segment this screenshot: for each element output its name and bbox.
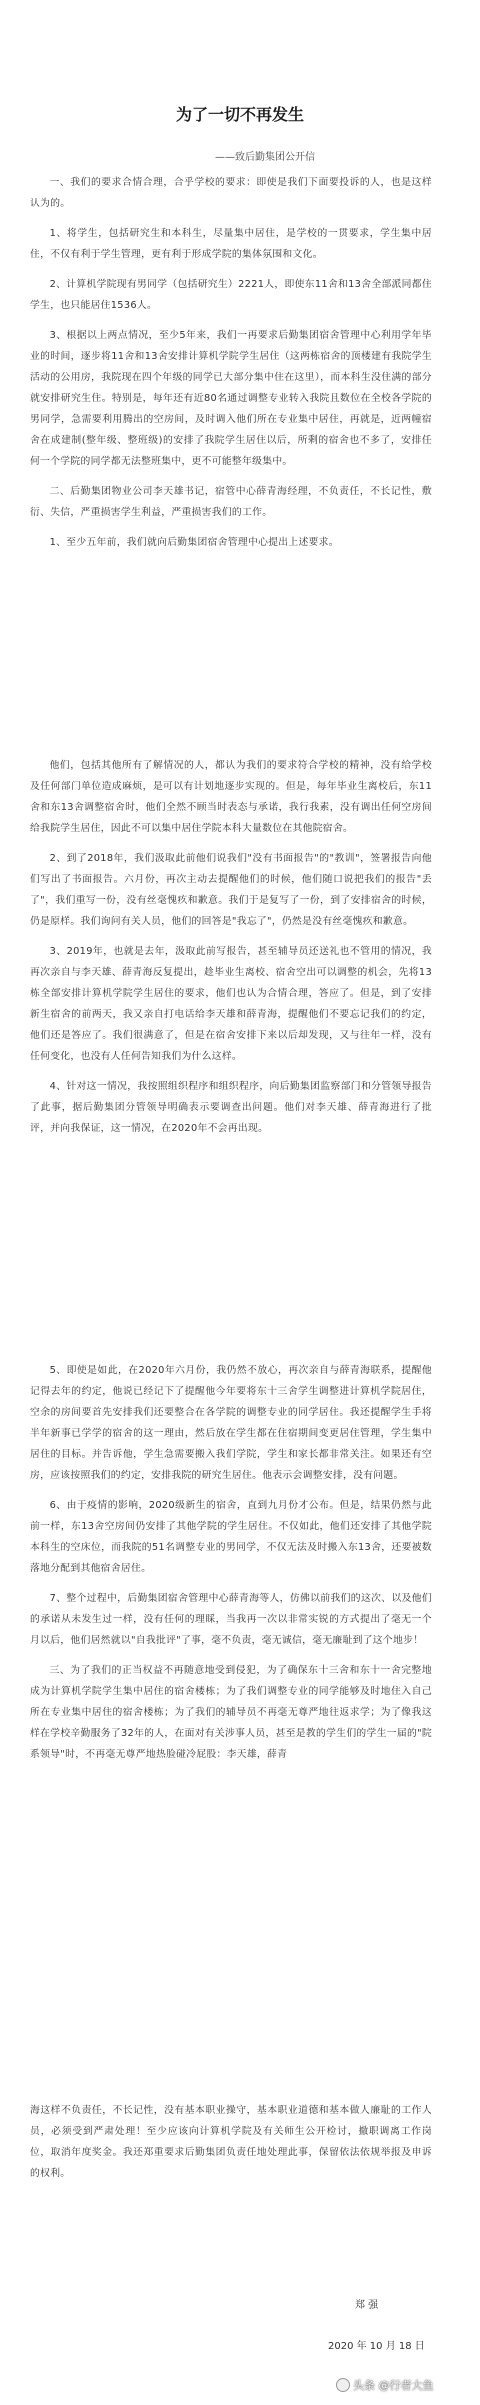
paragraph: 7、整个过程中，后勤集团宿舍管理中心薛青海等人，仿佛以前我们的这次、以及他们的承诺从未发生过一样，没有任何的理睬，当我再一次以非常实锐的方式提出了毫无一个月以后，他们居然就以"自我批评"了事，毫不负责，毫无诚信，毫无廉耻到了这个地步！ [30,1593,432,1646]
paragraph: 2、计算机学院现有男同学（包括研究生）2221人，即使东11舍和13舍全部派同都住学生，也只能居住1536人。 [30,279,432,311]
signature: 郑 强 [355,2300,379,2311]
paragraph: 一、我们的要求合情合理，合乎学校的要求：即使是我们下面要投诉的人，也是这样认为的。 [30,177,432,209]
paragraph-block-1 [30,172,432,562]
letter-date: 2020 年 10 月 18 日 [328,2341,425,2352]
paragraph: 海这样不负责任，不长记性，没有基本职业操守，基本职业道德和基本做人廉耻的工作人员，必须受到严肃处理！至少应该向计算机学院及有关师生公开检讨，撤职调离工作岗位，取消年度奖金。我还郑重要求后勤集团负责任地处理此事，保留依法依规举报及申诉的权利。 [30,2105,432,2179]
paragraph-block-4 [30,2100,432,2193]
paragraph-block-3 [30,1360,432,1774]
paragraph: 4、针对这一情况，我按照组织程序和组织程序，向后勤集团监察部门和分管领导报告了此事，据后勤集团分管领导明确表示要调查出问题。他们对李天雄、薛青海进行了批评，并向我保证，这一情况，在2020年不会再出现。 [30,1081,432,1134]
paragraph: 1、将学生，包括研究生和本科生，尽量集中居住，是学校的一贯要求，学生集中居住，不仅有利于学生管理，更有利于形成学院的集体氛围和文化。 [30,228,432,260]
paragraph: 3、2019年，也就是去年，汲取此前写报告，甚至辅导员还送礼也不管用的情况，我再次亲自与李天雄、薛青海反复提出，趁毕业生离校、宿舍空出可以调整的机会，先将13栋全部安排计算机学院学生居住的要求，他们也认为合情合理，答应了。但是，到了安排新生宿舍的前两天，我又亲自打电话给李天雄和薛青海，提醒他们不要忘记我们的约定，他们还是答应了。我们很满意了，但是在宿舍安排下来以后却发现，又与往年一样，没有任何变化，也没有人任何告知我们为什么这样。 [30,946,432,1062]
letter-title: 为了一切不再发生 [175,105,304,124]
paragraph: 三、为了我们的正当权益不再随意地受到侵犯，为了确保东十三舍和东十一舍完整地成为计算机学院学生集中居住的宿舍楼栋；为了我们调整专业的同学能够及时地住入自己所在专业集中居住的宿舍楼栋；为了我们的辅导员不再毫无尊严地往返求学；为了像我这样在学校辛勤服务了32年的人，在面对有关涉事人员，甚至是教的学生们的学生一届的"院系领导"时，不再毫无尊严地热脸碰冷屁股：李天雄，薛青 [30,1665,432,1760]
paragraph: 他们，包括其他所有了解情况的人，都认为我们的要求符合学校的精神，没有给学校及任何部门单位造成麻烦，是可以有计划地逐步实现的。但是，每年毕业生离校后，东11舍和东13舍调整宿舍时，他们全然不顾当时表态与承诺，我行我素，没有调出任何空房间给我院学生居住，因此不可以集中居住学院本科大量数位在其他院宿舍。 [30,760,432,834]
letter-subtitle: ——致后勤集团公开信 [215,152,315,163]
paragraph: 2、到了2018年，我们汲取此前他们说我们"没有书面报告"的"教训"，签署报告向他们写出了书面报告。六月份，再次主动去提醒他们的时候，他们随口说把我们的报告"丢了"，我们重写一份，没有丝毫愧疚和歉意。我们于是复写了一份，到了安排宿舍的时候，仍是原样。我们询问有关人员，他们的回答是"我忘了"，仍然是没有丝毫愧疚和歉意。 [30,853,432,927]
watermark [336,2377,434,2393]
paragraph-block-2 [30,755,432,1148]
watermark-text: 头条 @行者大鱼 [353,2379,434,2392]
paragraph: 6、由于疫情的影响，2020级新生的宿舍，直到九月份才公布。但是，结果仍然与此前一样，东13舍空房间仍安排了其他学院的学生居住。不仅如此，他们还安排了其他学院本科生的空床位，而我院的51名调整专业的男同学，不仅无法及时搬入东13舍，还要被数落地分配到其他宿舍居住。 [30,1500,432,1574]
paragraph: 5、即使是如此，在2020年六月份，我仍然不放心，再次亲自与薛青海联系，提醒他记得去年的约定，他说已经记下了提醒他今年要将东十三舍学生调整进计算机学院居住，空余的房间要首先安排我们还要整合在各学院的调整专业的同学居住。我还提醒学生手将半年新事已学学的宿舍的这一理由，然后放在学生都在住宿期间变更居住管理，学生集中居住的目标。并告诉他，学生急需要搬入我们学院，学生和家长都非常关注。如果还有空房，应该按照我们的约定，安排我院的研究生居住。他表示会调整安排，没有问题。 [30,1365,432,1481]
fish-icon [336,2378,350,2392]
paragraph: 3、根据以上两点情况，至少5年来，我们一再要求后勤集团宿舍管理中心利用学年毕业的时间，逐步将11舍和13舍安排计算机学院学生居住（这两栋宿舍的顶楼建有我院学生活动的公用房，我院现在四个年级的同学已大部分集中住在这里），而本科生没住满的部分就安排研究生住。特别是，每年还有近80名通过调整专业转入我院且数位在全校各学院的男同学，急需要利用腾出的空房间，及时调入他们所在专业集中居住，再就是，近两幢宿舍在成建制(整年级、整班级)的安排了我院学生居住以后，所剩的宿舍也不多了，安排任何一个学院的同学都无法整班集中，更不可能整年级集中。 [30,330,432,467]
paragraph: 1、至少五年前，我们就向后勤集团宿舍管理中心提出上述要求。 [49,537,339,548]
paragraph: 二、后勤集团物业公司李天雄书记，宿管中心薛青海经理，不负责任，不长记性，敷衍、失信，严重损害学生利益，严重损害我们的工作。 [30,486,432,518]
